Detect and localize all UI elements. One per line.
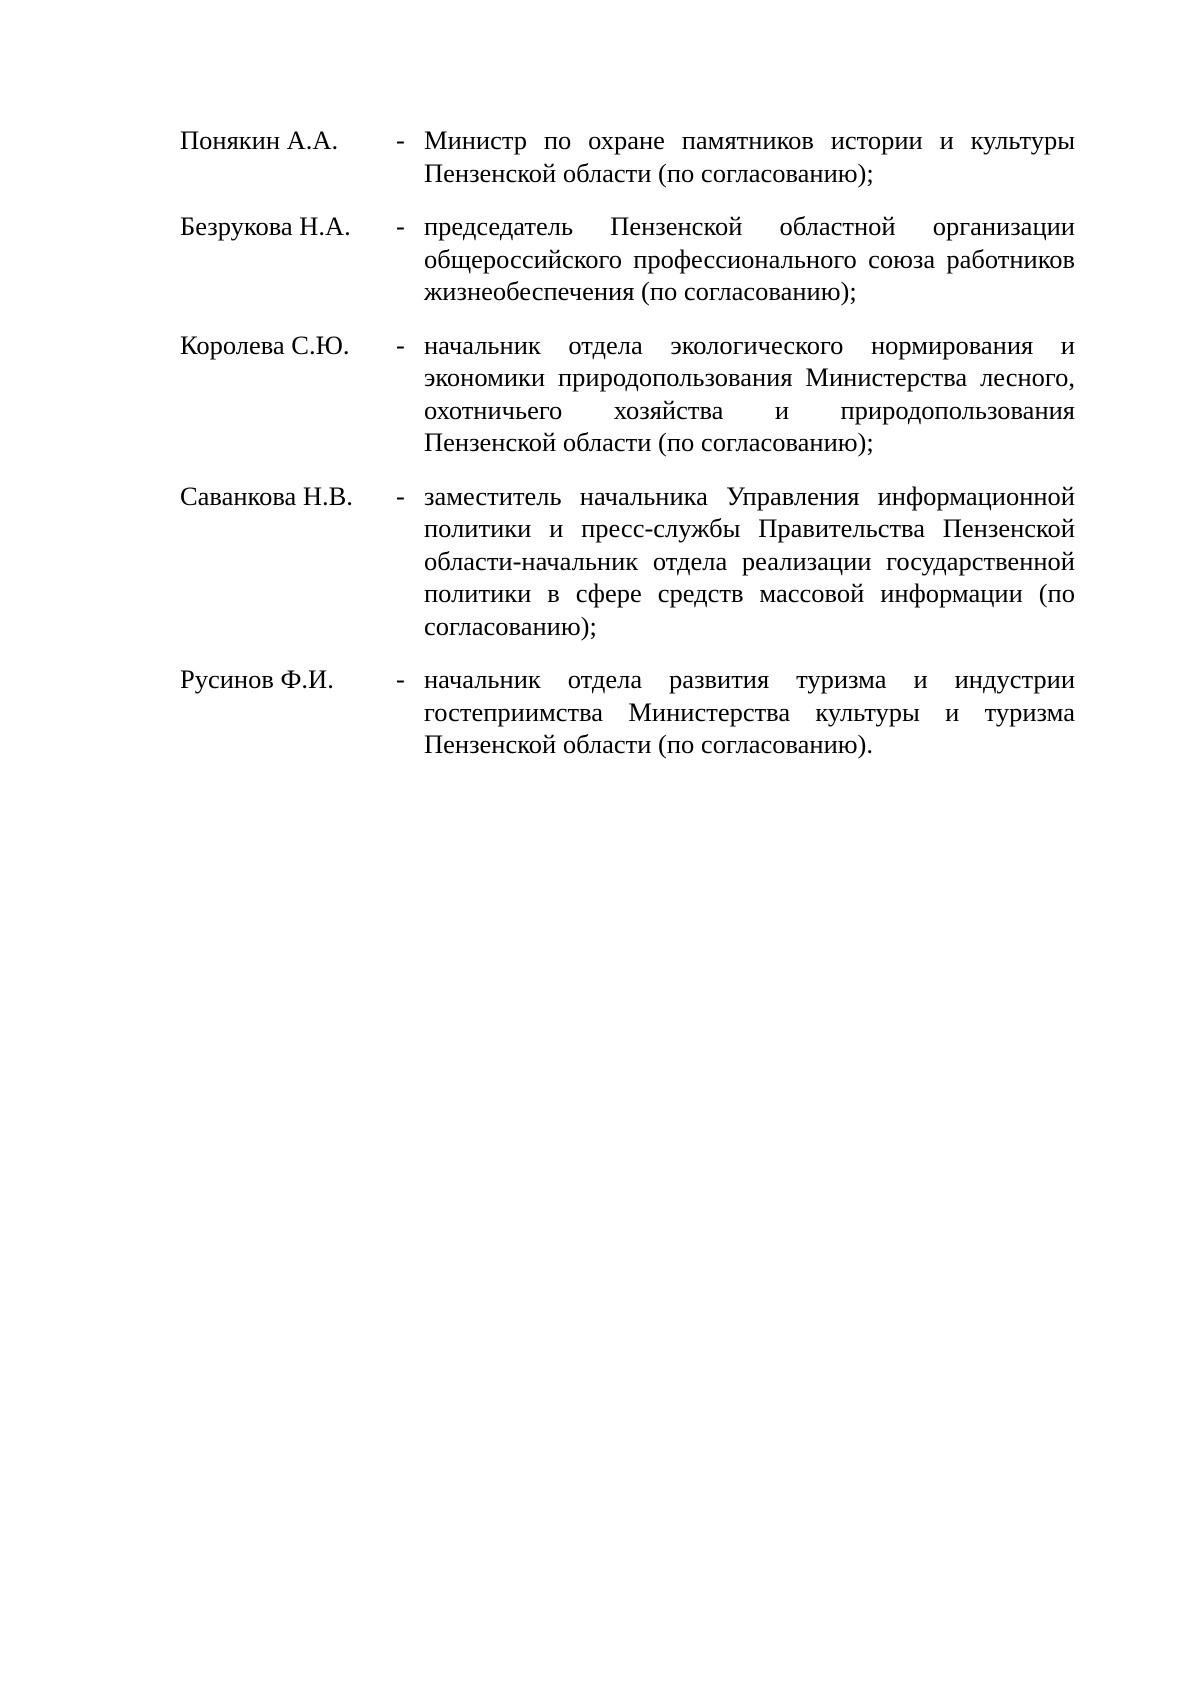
member-dash: - xyxy=(396,329,405,360)
member-dash: - xyxy=(396,480,405,511)
member-row xyxy=(180,210,1080,308)
member-dash: - xyxy=(396,125,405,155)
member-role: заместитель начальника Управления информационной политики и пресс-службы Правительства Пензенской области-начальник отдела реализации государственной политики в сфере средств массовой информации (по согласованию); xyxy=(424,480,1075,641)
members-list xyxy=(180,124,1080,782)
member-name: Понякин А.А. xyxy=(180,125,339,155)
member-name: Саванкова Н.В. xyxy=(180,480,353,511)
member-row xyxy=(180,663,1080,761)
member-dash: - xyxy=(396,664,405,694)
member-role: начальник отдела развития туризма и индустрии гостеприимства Министерства культуры и туризма Пензенской области (по согласованию). xyxy=(424,664,1075,759)
member-row xyxy=(180,329,1080,459)
member-name: Безрукова Н.А. xyxy=(180,211,351,241)
member-row xyxy=(180,480,1080,643)
member-name: Королева С.Ю. xyxy=(180,329,350,360)
member-row xyxy=(180,124,1080,189)
member-role: председатель Пензенской областной организации общероссийского профессионального союза работников жизнеобеспечения (по согласованию); xyxy=(424,211,1075,306)
member-role: начальник отдела экологического нормирования и экономики природопользования Министерства лесного, охотничьего хозяйства и природопользования Пензенской области (по согласованию); xyxy=(424,329,1075,457)
member-name: Русинов Ф.И. xyxy=(180,664,334,694)
member-role: Министр по охране памятников истории и культуры Пензенской области (по согласованию); xyxy=(424,125,1075,188)
member-dash: - xyxy=(396,211,405,241)
